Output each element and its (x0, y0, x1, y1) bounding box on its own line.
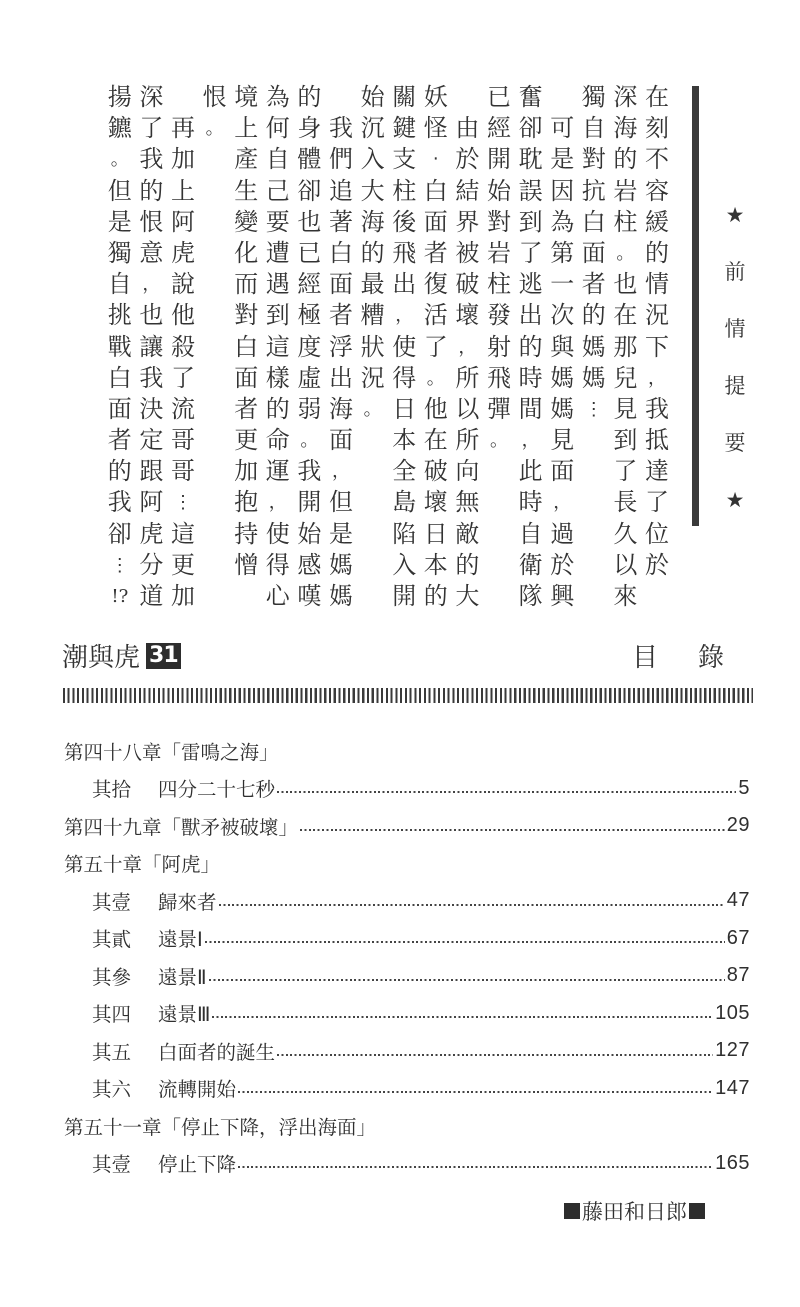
dot-leader (219, 904, 725, 906)
series-name: 潮與虎 (62, 643, 141, 673)
heading-char: 前 (724, 260, 746, 284)
toc-list (64, 732, 750, 1182)
entry-title: 遠景Ⅲ (158, 1003, 211, 1027)
toc-section-entry (64, 920, 750, 958)
synopsis-section (0, 82, 800, 610)
heading-char: 提 (724, 374, 746, 398)
synopsis-column: 始 沉 入 大 海 的 最 糟 狀 況 。 (360, 83, 385, 420)
synopsis-column: 關 鍵 支 柱 後 飛 出 ， 使 得 日 本 全 島 陷 入 開 (392, 83, 417, 610)
entry-title: 第四十八章「雷鳴之海」 (64, 740, 279, 764)
dot-leader (209, 979, 725, 981)
section-number: 其四 (92, 1003, 132, 1027)
toc-section-entry (64, 995, 750, 1033)
section-number: 其貳 (92, 928, 132, 952)
toc-chapter-entry (64, 845, 750, 883)
synopsis-column: 深 海 的 岩 柱 。 也 在 那 兒 見 到 了 長 久 以 來 (613, 83, 638, 610)
toc-section-entry (64, 882, 750, 920)
toc-title: 目錄 (632, 643, 765, 673)
entry-title: 四分二十七秒 (158, 778, 276, 802)
page-number: 165 (715, 1151, 750, 1174)
square-bullet-icon (564, 1203, 580, 1219)
star-icon: ★ (725, 203, 745, 227)
synopsis-column: 我 們 追 著 白 面 者 浮 出 海 面 ， 但 是 媽 媽 (329, 114, 353, 610)
synopsis-column: 的 身 體 卻 也 已 經 極 度 虛 弱 。 我 開 始 感 嘆 (297, 83, 322, 610)
page-number: 67 (726, 926, 750, 949)
series-title (62, 637, 181, 674)
synopsis-column: 奮 卻 耽 誤 到 了 逃 出 的 時 間 ， 此 時 自 衛 隊 (518, 83, 543, 610)
entry-title: 第四十九章「獸矛被破壞」 (64, 815, 299, 839)
entry-title: 歸來者 (158, 890, 217, 914)
synopsis-column: 在 刻 不 容 緩 的 情 況 下 ， 我 抵 達 了 位 於 (645, 83, 669, 579)
page-number: 47 (726, 889, 750, 912)
synopsis-column: 為 何 自 己 要 遭 遇 到 這 樣 的 命 運 ， 使 得 心 (265, 83, 290, 610)
page-number: 5 (738, 776, 750, 799)
section-number: 其六 (92, 1078, 132, 1102)
section-number: 其五 (92, 1040, 132, 1064)
page-number: 127 (715, 1039, 750, 1062)
entry-title: 第五十章「阿虎」 (64, 853, 221, 877)
section-number: 其壹 (92, 1153, 132, 1177)
entry-title: 第五十一章「停止下降，浮出海面」 (64, 1115, 377, 1139)
dot-leader (277, 1054, 713, 1056)
entry-title: 遠景Ⅱ (158, 965, 207, 989)
entry-title: 停止下降 (158, 1153, 237, 1177)
section-number: 其拾 (92, 778, 132, 802)
synopsis-column: 再 加 上 阿 虎 說 他 殺 了 流 哥 哥 ⋮ 這 更 加 (171, 114, 195, 610)
page-number: 147 (715, 1076, 750, 1099)
section-number: 其壹 (92, 890, 132, 914)
decorative-tick-bar (63, 688, 753, 703)
entry-title: 流轉開始 (158, 1078, 237, 1102)
synopsis-column: 妖 怪 ‧ 白 面 者 復 活 了 。 他 在 破 壞 日 本 的 (423, 83, 448, 610)
dot-leader (205, 941, 725, 943)
page-number: 105 (715, 1001, 750, 1024)
dot-leader (300, 829, 725, 831)
dot-leader (238, 1091, 713, 1093)
dot-leader (277, 791, 736, 793)
synopsis-heading (718, 200, 752, 542)
author-credit (562, 1196, 707, 1226)
synopsis-column: 由 於 結 界 被 破 壞 ， 所 以 所 向 無 敵 的 大 (455, 114, 480, 610)
toc-section-entry (64, 957, 750, 995)
toc-section-entry (64, 1032, 750, 1070)
heading-char: 要 (724, 431, 746, 455)
synopsis-column: 境 上 產 生 變 化 而 對 白 面 者 更 加 抱 持 憎 (234, 83, 259, 579)
synopsis-column: 恨 。 (202, 83, 227, 140)
toc-chapter-entry (64, 1107, 750, 1145)
synopsis-column: 可 是 因 為 第 一 次 與 媽 媽 見 面 ， 過 於 興 (550, 114, 575, 610)
page-number: 29 (726, 814, 750, 837)
heading-char: 情 (724, 317, 746, 341)
synopsis-column: 已 經 開 始 對 岩 柱 發 射 飛 彈 。 (487, 83, 511, 452)
synopsis-divider-rule (692, 86, 699, 526)
page-number: 87 (726, 964, 750, 987)
dot-leader (212, 1016, 713, 1018)
toc-section-entry (64, 1145, 750, 1183)
toc-section-entry (64, 770, 750, 808)
star-icon: ★ (725, 488, 745, 512)
toc-section-entry (64, 1070, 750, 1108)
entry-title: 遠景Ⅰ (158, 928, 203, 952)
synopsis-column: 獨 自 對 抗 白 面 者 的 媽 媽 ⋮ (581, 83, 606, 420)
synopsis-column: 深 了 我 的 恨 意 ， 也 讓 我 決 定 跟 阿 虎 分 道 (139, 83, 164, 610)
square-bullet-icon (689, 1203, 705, 1219)
author-name: 藤田和日郎 (582, 1200, 687, 1224)
entry-title: 白面者的誕生 (158, 1040, 276, 1064)
volume-number-badge: 31 (146, 643, 181, 669)
section-number: 其參 (92, 965, 132, 989)
toc-chapter-entry (64, 732, 750, 770)
dot-leader (238, 1166, 713, 1168)
synopsis-column: 揚 鑣 。 但 是 獨 自 挑 戰 白 面 者 的 我 卻 ⋮ !? (107, 83, 132, 607)
toc-chapter-entry (64, 807, 750, 845)
